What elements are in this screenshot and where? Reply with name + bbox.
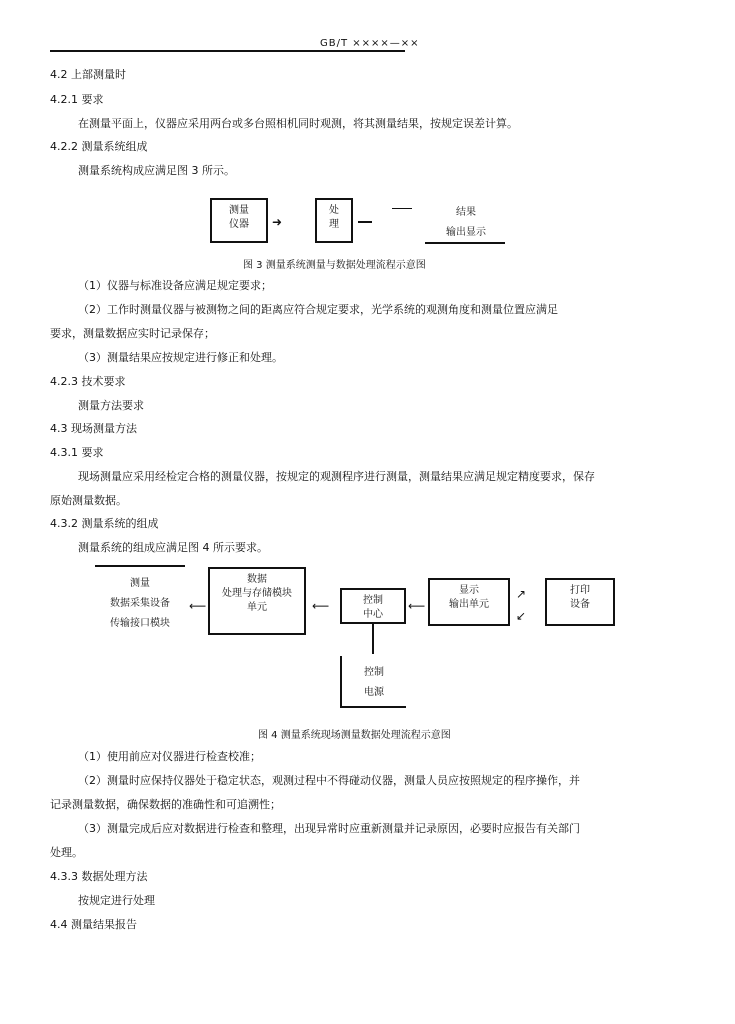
fig4-box3-line1: 控制	[363, 595, 383, 606]
list-item-4-2-cont: 记录测量数据，确保数据的准确性和可追溯性；	[50, 798, 281, 811]
figure3-caption: 图 3 测量系统测量与数据处理流程示意图	[243, 260, 426, 271]
figure4-caption: 图 4 测量系统现场测量数据处理流程示意图	[258, 730, 451, 741]
fig3-box2-line2: 理	[329, 219, 339, 230]
arrow-right-icon: ➜	[272, 215, 283, 229]
fig4-box1-line1: 测量	[130, 578, 150, 589]
fig4-processing-box	[208, 567, 306, 635]
page-header-code: GB/T ××××—××	[320, 38, 420, 49]
heading-4-2-1: 4.2.1 要求	[50, 93, 104, 106]
fig3-box2-line1: 处	[329, 205, 339, 216]
heading-4-3-2: 4.3.2 测量系统的组成	[50, 517, 159, 530]
list-item-2-cont: 要求，测量数据应实时记录保存；	[50, 327, 215, 340]
fig4-box5-line2: 设备	[570, 599, 590, 610]
fig3-connector	[358, 221, 372, 223]
fig4-box4-line1: 显示	[459, 585, 479, 596]
list-item-4-2: （2）测量时应保持仪器处于稳定状态，观测过程中不得碰动仪器，测量人员应按照规定的程序操作，并	[78, 774, 580, 787]
list-item-2: （2）工作时测量仪器与被测物之间的距离应符合规定要求，光学系统的观测角度和测量位置应满足	[78, 303, 558, 316]
fig4-box5-line1: 打印	[570, 585, 590, 596]
heading-4-4: 4.4 测量结果报告	[50, 918, 137, 931]
paragraph-4-3-1-cont: 原始测量数据。	[50, 494, 127, 507]
list-item-4-1: （1）使用前应对仪器进行检查校准；	[78, 750, 261, 763]
paragraph-4-2-1: 在测量平面上，仪器应采用两台或多台照相机同时观测，将其测量结果，按规定误差计算。	[78, 117, 518, 130]
fig3-dash	[392, 208, 412, 209]
fig4-box2-line3: 单元	[247, 602, 267, 613]
fig3-process-box	[315, 198, 353, 243]
paragraph-4-3-1: 现场测量应采用经检定合格的测量仪器，按规定的观测程序进行测量，测量结果应满足规定精度要求，保存	[78, 470, 595, 483]
fig4-control-box	[340, 588, 406, 624]
fig3-measure-box	[210, 198, 268, 243]
fig4-vertical-connector	[372, 624, 374, 654]
fig4-box3-line2: 中心	[363, 609, 383, 620]
fig4-display-box	[428, 578, 510, 626]
fig4-top-rule	[95, 565, 185, 567]
header-rule	[50, 50, 405, 52]
arrow-left-icon: ⟵	[189, 599, 207, 613]
list-item-4-3-cont: 处理。	[50, 846, 83, 859]
list-item-1: （1）仪器与标准设备应满足规定要求；	[78, 279, 272, 292]
heading-4-3: 4.3 现场测量方法	[50, 422, 137, 435]
heading-4-2-2: 4.2.2 测量系统组成	[50, 140, 148, 153]
fig3-box1-line1: 测量	[229, 205, 249, 216]
fig4-box6-line1: 控制	[364, 667, 384, 678]
arrow-left-icon: ↙	[516, 609, 527, 623]
fig4-printer-box	[545, 578, 615, 626]
fig3-output-line1: 结果	[456, 207, 476, 218]
fig3-output-rule	[425, 242, 505, 244]
fig4-box2-line1: 数据	[247, 574, 267, 585]
paragraph-4-3-2: 测量系统的组成应满足图 4 所示要求。	[78, 541, 268, 554]
fig4-box1-line3: 传输接口模块	[110, 618, 170, 629]
fig4-box4-line2: 输出单元	[449, 599, 489, 610]
fig3-output-line2: 输出显示	[446, 227, 486, 238]
heading-4-2: 4.2 上部测量时	[50, 68, 126, 81]
heading-4-3-1: 4.3.1 要求	[50, 446, 104, 459]
list-item-4-3: （3）测量完成后应对数据进行检查和整理，出现异常时应重新测量并记录原因，必要时应报告有关部门	[78, 822, 580, 835]
arrow-right-icon: ↗	[516, 587, 527, 601]
heading-4-2-3: 4.2.3 技术要求	[50, 375, 126, 388]
arrow-left-icon: ⟵	[312, 599, 330, 613]
fig4-box6-line2: 电源	[364, 687, 384, 698]
paragraph-4-2-2: 测量系统构成应满足图 3 所示。	[78, 164, 235, 177]
fig3-box1-line2: 仪器	[229, 219, 249, 230]
arrow-left-icon: ⟵	[408, 599, 426, 613]
heading-4-3-3: 4.3.3 数据处理方法	[50, 870, 148, 883]
list-item-3: （3）测量结果应按规定进行修正和处理。	[78, 351, 283, 364]
fig4-box2-line2: 处理与存储模块	[222, 588, 292, 599]
paragraph-4-2-3: 测量方法要求	[78, 399, 144, 412]
fig4-power-bottom-rule	[340, 706, 406, 708]
fig4-box1-line2: 数据采集设备	[110, 598, 170, 609]
fig4-power-left-rule	[340, 656, 342, 708]
paragraph-4-3-3: 按规定进行处理	[78, 894, 155, 907]
